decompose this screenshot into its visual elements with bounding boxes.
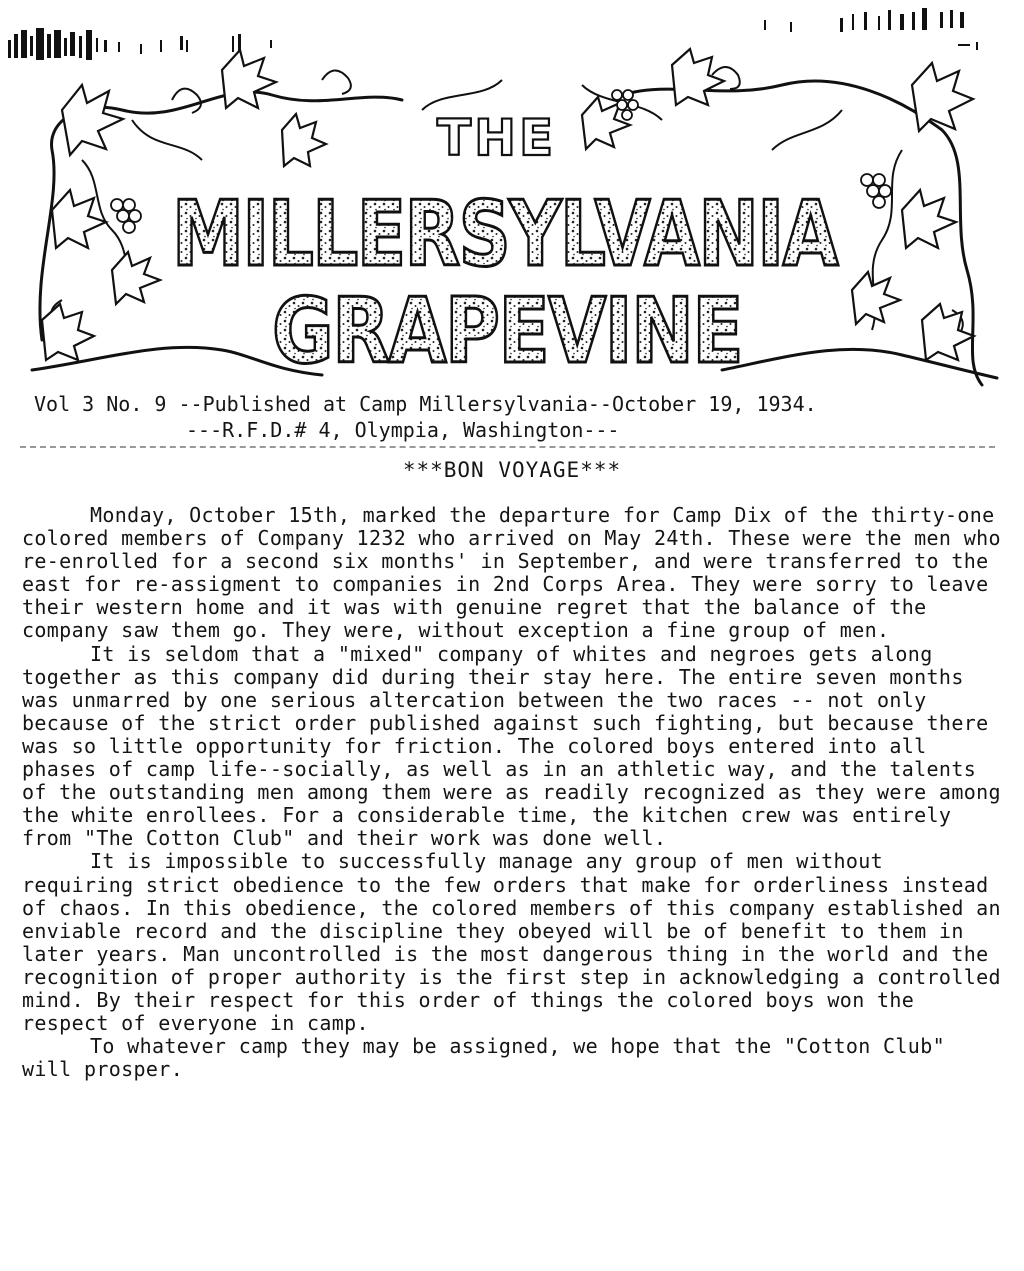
article-paragraph: To whatever camp they may be assigned, we hope that the "Cotton Club" will prosper. bbox=[22, 1034, 945, 1082]
volume-issue-line: Vol 3 No. 9 --Published at Camp Millersylvania--October 19, 1934. bbox=[34, 392, 817, 416]
article-body bbox=[22, 504, 1002, 1081]
article-paragraph: It is impossible to successfully manage any group of men without requiring strict obedience to the few orders that make for orderliness instead of chaos. In this obedience, the colored members of this company established an enviable record and the discipline they obeyed will be of benefit to them in later years. Man uncontrolled is the most dangerous thing in the world and the recognition of proper authority is the first step in acknowledging a controlled mind. By their respect for this order of things the colored boys won the respect of everyone in camp. bbox=[22, 849, 1001, 1036]
article-paragraph: It is seldom that a "mixed" company of whites and negroes gets along together as this company did during their stay here. The entire seven months was unmarred by one serious altercation between the two races -- not only because of the strict order published against such fighting, but because there was so little opportunity for friction. The colored boys entered into all phases of camp life--socially, as well as in an athletic way, and the talents of the outstanding men among them were as readily recognized as they were among the white enrollees. For a considerable time, the kitchen crew was entirely from "The Cotton Club" and their work was done well. bbox=[22, 641, 1001, 851]
masthead-artwork bbox=[22, 40, 1002, 395]
masthead-title-the: THE bbox=[437, 109, 557, 167]
masthead bbox=[22, 40, 1002, 395]
header-divider bbox=[20, 446, 995, 448]
masthead-title-grapevine: GRAPEVINE bbox=[272, 279, 742, 384]
masthead-title-millersylvania: MILLERSYLVANIA bbox=[172, 182, 839, 287]
article-headline: ***BON VOYAGE*** bbox=[402, 458, 622, 482]
article-paragraph: Monday, October 15th, marked the departure for Camp Dix of the thirty-one colored members of Company 1232 who arrived on May 24th. These were the men who re-enrolled for a second six months' in September, and were transferred to the east for re-assigment to companies in 2nd Corps Area. They were sorry to leave their western home and it was with genuine regret that the balance of the company saw them go. They were, without exception a fine group of men. bbox=[22, 503, 1001, 643]
address-line: ---R.F.D.# 4, Olympia, Washington--- bbox=[186, 418, 620, 442]
